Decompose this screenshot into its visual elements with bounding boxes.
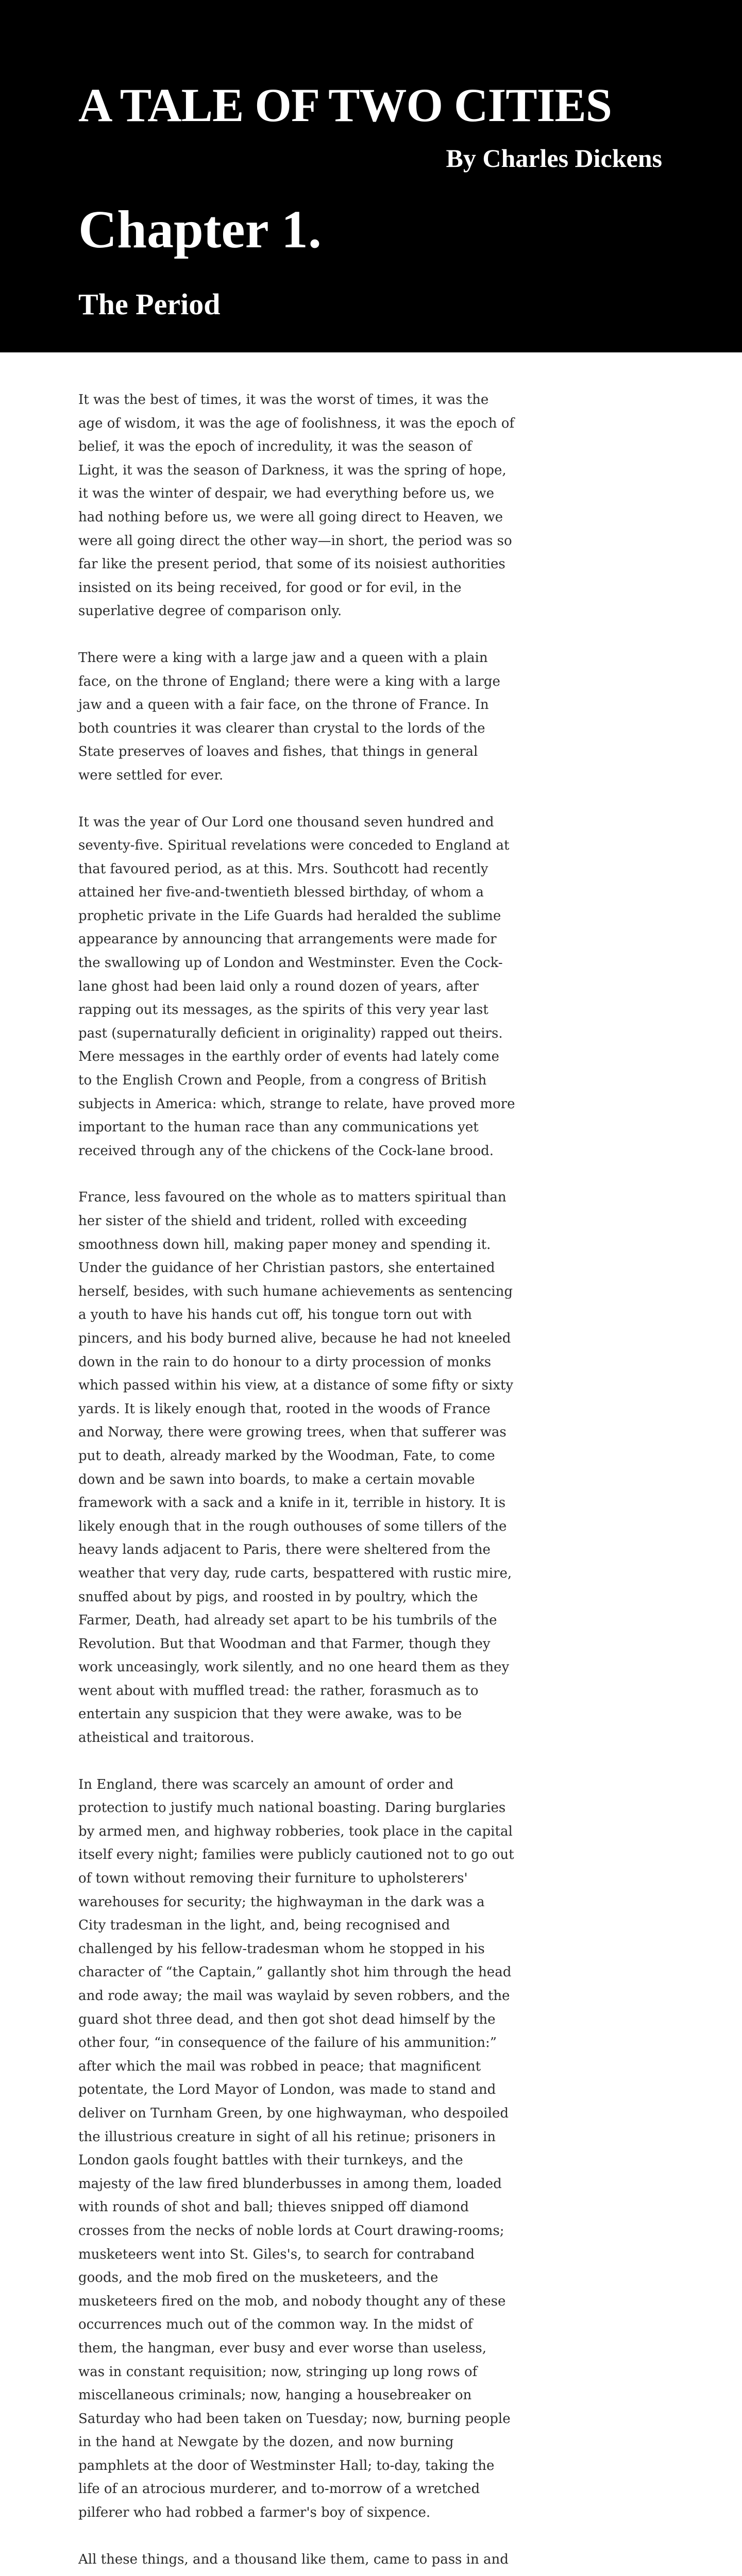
chapter-subtitle: The Period xyxy=(78,287,221,321)
paragraph-6: All these things, and a thousand like them, came to pass in and xyxy=(78,2551,509,2567)
paragraph-5: In England, there was scarcely an amount of order and protection to justify much national boasting. Daring burglaries by armed men, and highway robberies, took place in the capital itself every night; families were publicly cautioned not to go out of town without removing their furniture to upholsterers' warehouses for security; the highwayman in the dark was a City tradesman in the light, and, being recognised and challenged by his fellow-tradesman whom he stopped in his character of “the Captain,” gallantly shot him through the head and rode away; the mail was waylaid by seven robbers, and the guard shot three dead, and then got shot dead himself by the other four, “in consequence of the failure of his ammunition:” after which the mail was robbed in peace; that magnificent potentate, the Lord Mayor of London, was made to stand and deliver on Turnham Green, by one highwayman, who despoiled the illustrious creature in sight of all his retinue; prisoners in London gaols fought battles with their turnkeys, and the majesty of the law fired blunderbusses in among them, loaded with rounds of shot and ball; thieves snipped off diamond crosses from the necks of noble lords at Court drawing-rooms; musketeers went into St. Giles's, to search for contraband goods, and the mob fired on the musketeers, and the musketeers fired on the mob, and nobody thought any of these occurrences much out of the common way. In the midst of them, the hangman, ever busy and ever worse than useless, was in constant requisition; now, stringing up long rows of miscellaneous criminals; now, hanging a housebreaker on Saturday who had been taken on Tuesday; now, burning people in the hand at Newgate by the dozen, and now burning pamphlets at the door of Westminster Hall; to-day, taking the life of an atrocious murderer, and to-morrow of a wretched pilferer who had robbed a farmer's boy of sixpence. xyxy=(78,1776,514,2521)
book-author: By Charles Dickens xyxy=(446,144,662,173)
title-banner xyxy=(0,0,742,352)
chapter-heading: Chapter 1. xyxy=(78,200,322,259)
paragraph-1: It was the best of times, it was the worst of times, it was the age of wisdom, it was the age of foolishness, it was the epoch of belief, it was the epoch of incredulity, it was the season of Light, it was the season of Darkness, it was the spring of hope, it was the winter of despair, we had everything before us, we had nothing before us, we were all going direct to Heaven, we were all going direct the other way—in short, the period was so far like the present period, that some of its noisiest authorities insisted on its being received, for good or for evil, in the superlative degree of comparison only. xyxy=(78,392,515,619)
paragraph-3: It was the year of Our Lord one thousand seven hundred and seventy-five. Spiritual revelations were conceded to England at that favoured period, as at this. Mrs. Southcott had recently attained her five-and-twentieth blessed birthday, of whom a prophetic private in the Life Guards had heralded the sublime appearance by announcing that arrangements were made for the swallowing up of London and Westminster. Even the Cock-lane ghost had been laid only a round dozen of years, after rapping out its messages, as the spirits of this very year last past (supernaturally deficient in originality) rapped out theirs. Mere messages in the earthly order of events had lately come to the English Crown and People, from a congress of British subjects in America: which, strange to relate, have proved more important to the human race than any communications yet received through any of the chickens of the Cock-lane brood. xyxy=(78,814,515,1159)
book-title: A TALE OF TWO CITIES xyxy=(78,79,612,131)
paragraph-2: There were a king with a large jaw and a queen with a plain face, on the throne of England; there were a king with a large jaw and a queen with a fair face, on the throne of France. In both countries it was clearer than crystal to the lords of the State preserves of loaves and fishes, that things in general were settled for ever. xyxy=(78,650,500,783)
chapter-body xyxy=(78,388,515,2576)
paragraph-4: France, less favoured on the whole as to matters spiritual than her sister of the shield and trident, rolled with exceeding smoothness down hill, making paper money and spending it. Under the guidance of her Christian pastors, she entertained herself, besides, with such humane achievements as sentencing a youth to have his hands cut off, his tongue torn out with pincers, and his body burned alive, because he had not kneeled down in the rain to do honour to a dirty procession of monks which passed within his view, at a distance of some fifty or sixty yards. It is likely enough that, rooted in the woods of France and Norway, there were growing trees, when that sufferer was put to death, already marked by the Woodman, Fate, to come down and be sawn into boards, to make a certain movable framework with a sack and a knife in it, terrible in history. It is likely enough that in the rough outhouses of some tillers of the heavy lands adjacent to Paris, there were sheltered from the weather that very day, rude carts, bespattered with rustic mire, snuffed about by pigs, and roosted in by poultry, which the Farmer, Death, had already set apart to be his tumbrils of the Revolution. But that Woodman and that Farmer, though they work unceasingly, work silently, and no one heard them as they went about with muffled tread: the rather, forasmuch as to entertain any suspicion that they were awake, was to be atheistical and traitorous. xyxy=(78,1190,514,1746)
